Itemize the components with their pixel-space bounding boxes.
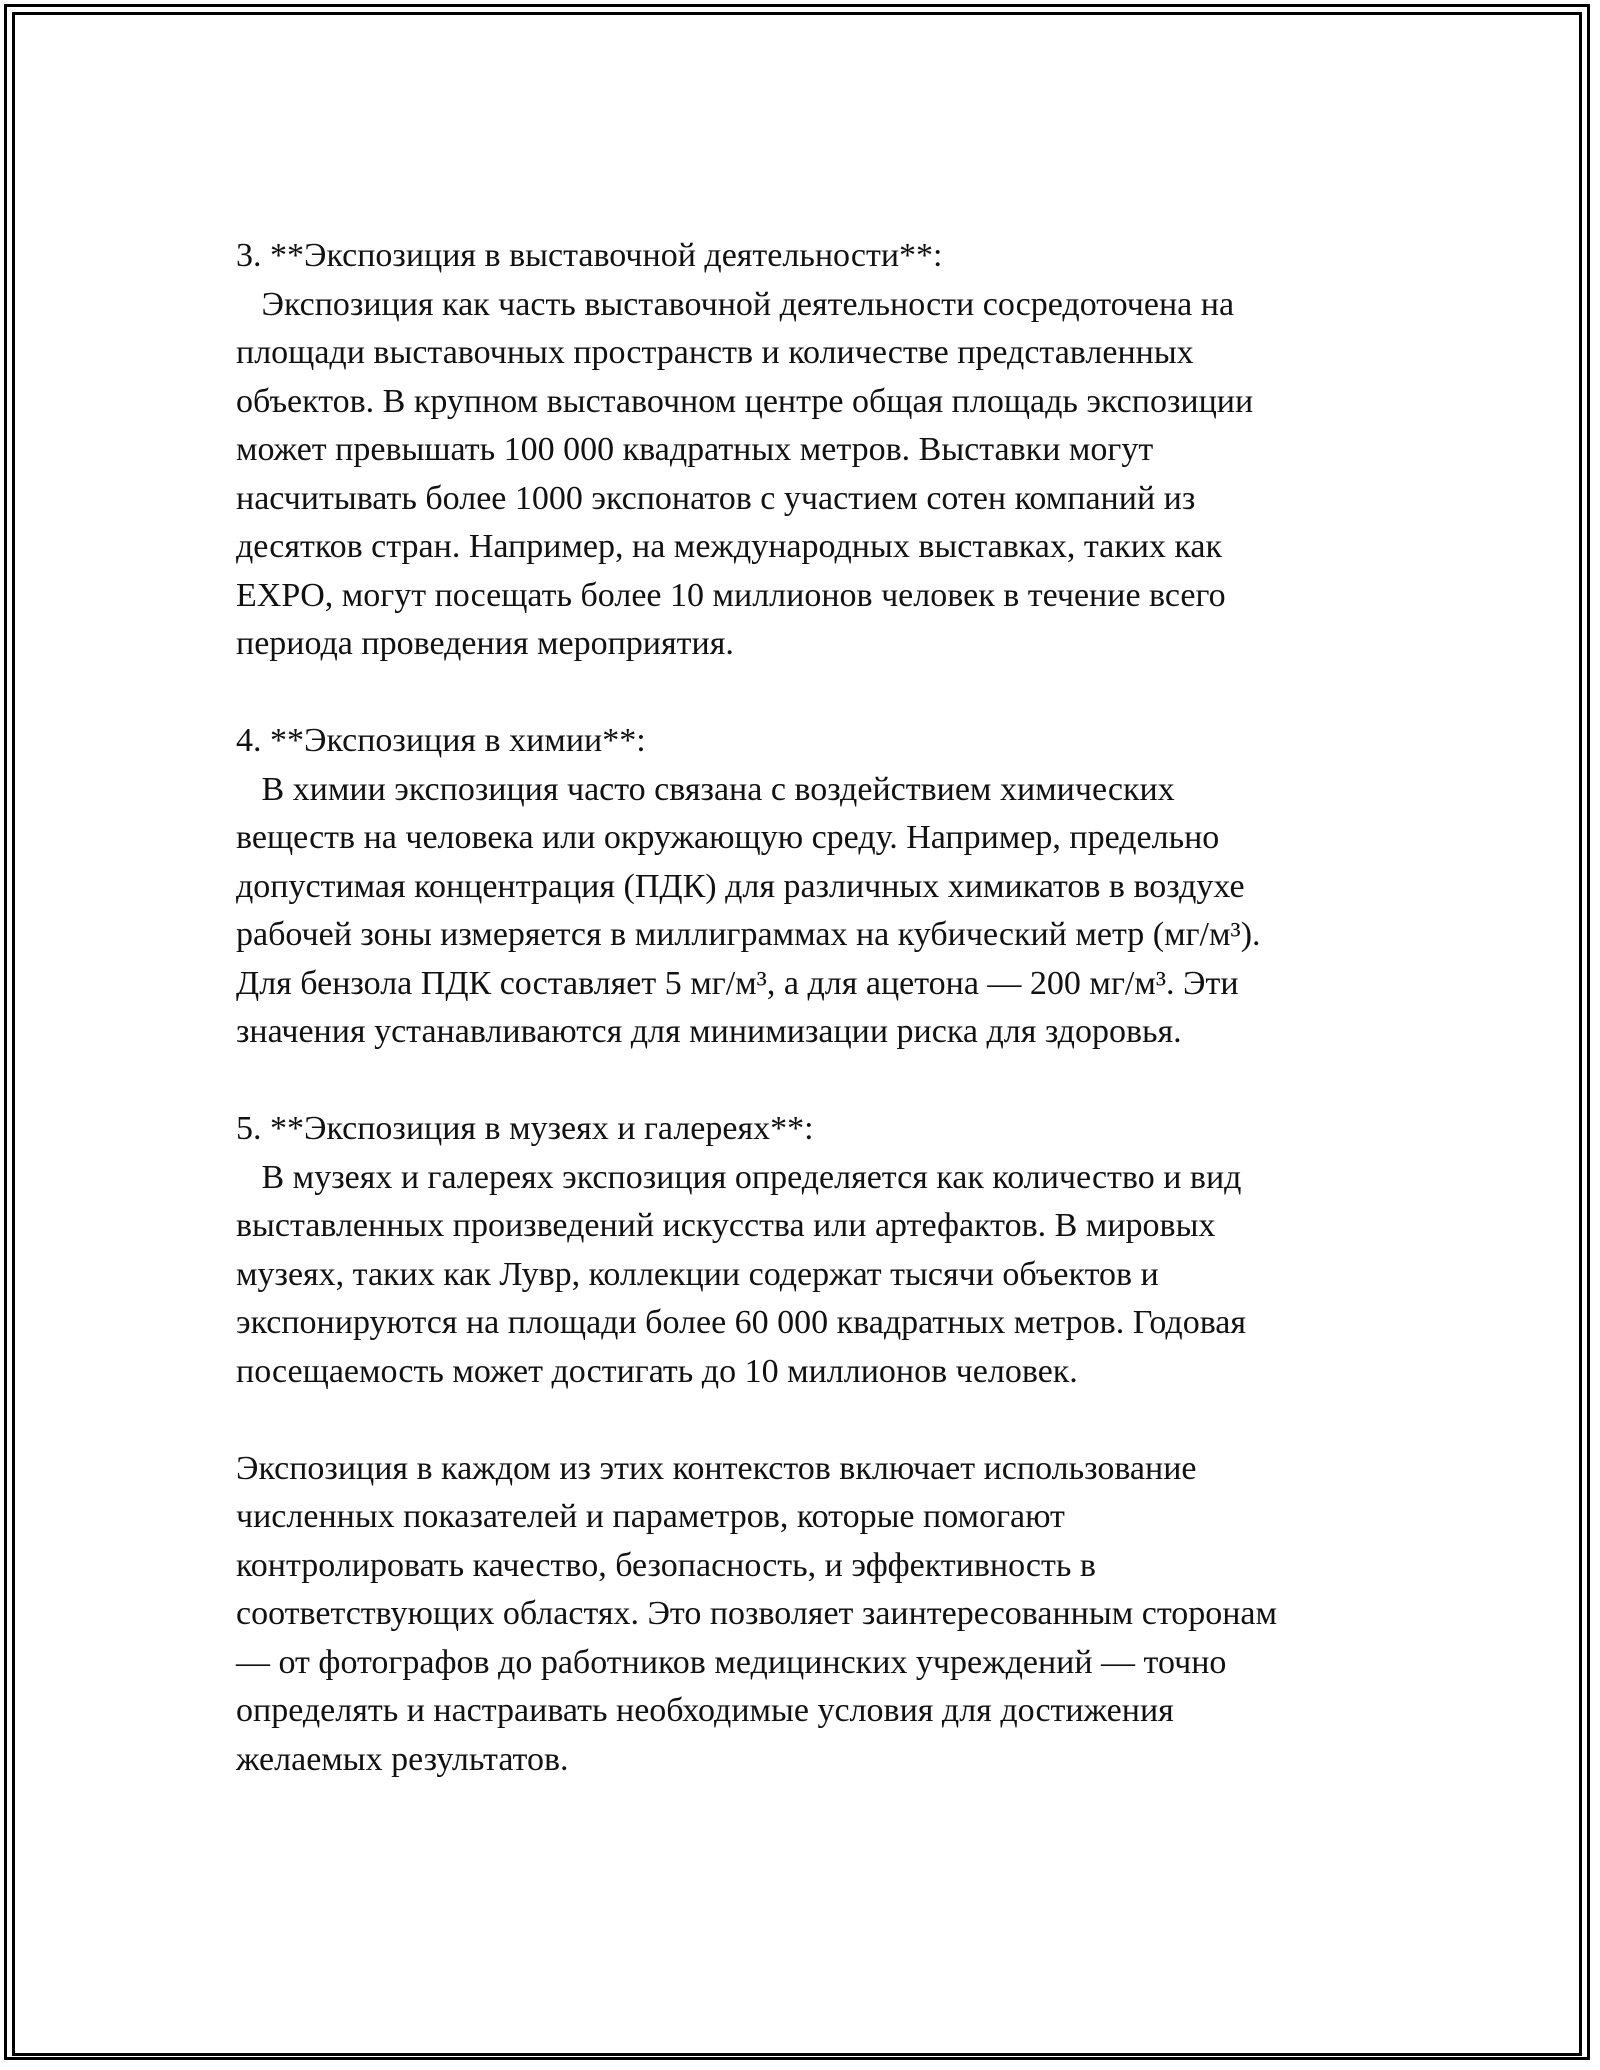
text-line: допустимая концентрация (ПДК) для различных химикатов в воздухе: [236, 867, 1245, 905]
text-line: экспонируются на площади более 60 000 квадратных метров. Годовая: [236, 1304, 1247, 1341]
text-line: рабочей зоны измеряется в миллиграммах на кубический метр (мг/м³).: [236, 916, 1261, 953]
text-line: площади выставочных пространств и количестве представленных: [236, 334, 1194, 371]
text-line: посещаемость может достигать до 10 миллионов человек.: [236, 1352, 1078, 1390]
text-line: веществ на человека или окружающую среду. Например, предельно: [236, 819, 1220, 856]
text-line: соответствующих областях. Это позволяет заинтересованным сторонам: [236, 1595, 1278, 1632]
text-line: желаемых результатов.: [236, 1740, 569, 1778]
text-line: — от фотографов до работников медицинских учреждений — точно: [236, 1643, 1227, 1681]
text-line: В музеях и галереях экспозиция определяется как количество и вид: [236, 1158, 1242, 1196]
text-line: Экспозиция в каждом из этих контекстов включает использование: [236, 1449, 1197, 1487]
text-line: В химии экспозиция часто связана с воздействием химических: [236, 770, 1175, 808]
text-line: периода проведения мероприятия.: [236, 625, 734, 662]
section-heading: 3. **Экспозиция в выставочной деятельности**:: [236, 237, 943, 274]
text-line: выставленных произведений искусства или артефактов. В мировых: [236, 1207, 1216, 1244]
section-text: [236, 766, 1386, 1057]
text-line: может превышать 100 000 квадратных метров. Выставки могут: [236, 431, 1154, 468]
text-line: EXPO, могут посещать более 10 миллионов человек в течение всего: [236, 576, 1226, 614]
section-museums: [236, 1105, 1386, 1396]
text-line: музеях, таких как Лувр, коллекции содержат тысячи объектов и: [236, 1255, 1159, 1293]
text-line: контролировать качество, безопасность, и эффективность в: [236, 1546, 1096, 1584]
text-line: определять и настраивать необходимые условия для достижения: [236, 1692, 1174, 1729]
text-line: десятков стран. Например, на международных выставках, таких как: [236, 528, 1223, 565]
conclusion-text: [236, 1445, 1386, 1785]
document-body: [236, 232, 1386, 1833]
text-line: численных показателей и параметров, которые помогают: [236, 1498, 1065, 1535]
conclusion-paragraph: [236, 1445, 1386, 1785]
text-line: Экспозиция как часть выставочной деятельности сосредоточена на: [236, 285, 1235, 323]
text-line: значения устанавливаются для минимизации риска для здоровья.: [236, 1013, 1182, 1050]
text-line: объектов. В крупном выставочном центре общая площадь экспозиции: [236, 382, 1254, 420]
section-text: [236, 1154, 1386, 1397]
section-exhibition: [236, 232, 1386, 669]
section-heading: 5. **Экспозиция в музеях и галереях**:: [236, 1110, 814, 1147]
text-line: Для бензола ПДК составляет 5 мг/м³, а для ацетона — 200 мг/м³. Эти: [236, 964, 1239, 1002]
section-heading: 4. **Экспозиция в химии**:: [236, 722, 646, 759]
section-chemistry: [236, 717, 1386, 1057]
section-text: [236, 281, 1386, 669]
text-line: насчитывать более 1000 экспонатов с участием сотен компаний из: [236, 479, 1196, 517]
